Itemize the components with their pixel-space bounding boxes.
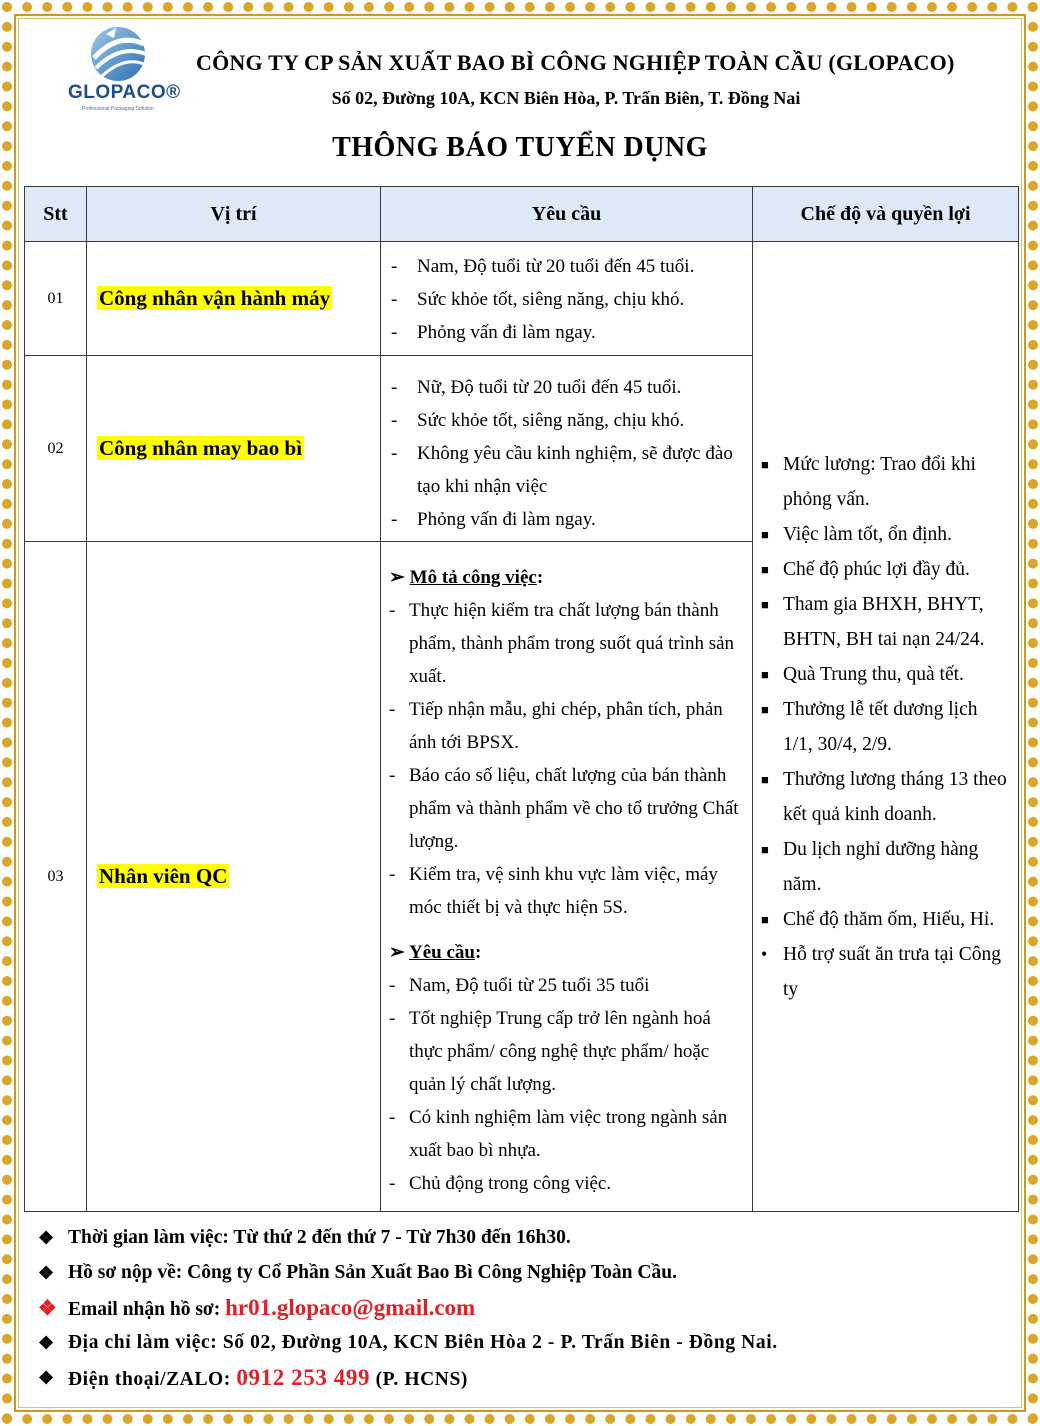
row-position (87, 356, 381, 542)
globe-logo-icon (58, 24, 188, 84)
row-position (87, 542, 381, 1212)
header-position: Vị trí (87, 187, 381, 242)
list-item: - Nữ, Độ tuổi từ 20 tuổi đến 45 tuổi. (391, 377, 682, 398)
benefit-item: ■ Thưởng lễ tết dương lịch 1/1, 30/4, 2/9. (761, 698, 978, 755)
row-description-and-requirements (381, 542, 753, 1212)
table-header-row (25, 187, 1019, 242)
company-logo (58, 24, 188, 120)
diamond-star-icon: ❖ (38, 1333, 55, 1353)
list-item: - Có kinh nghiệm làm việc trong ngành sản xuất bao bì nhựa. (389, 1107, 728, 1161)
list-item: - Phỏng vấn đi làm ngay. (391, 322, 596, 343)
row-requirements (381, 242, 753, 356)
logo-wordmark: GLOPACO® (68, 82, 181, 103)
header-stt: Stt (25, 187, 87, 242)
row-stt: 03 (25, 542, 87, 1212)
company-name: CÔNG TY CP SẢN XUẤT BAO BÌ CÔNG NGHIỆP TOÀN CẦU (GLOPACO) (196, 50, 955, 75)
work-time: ❖ Thời gian làm việc: Từ thứ 2 đến thứ 7 - Từ 7h30 đến 16h30. (38, 1222, 1008, 1257)
logo-tagline: Professional Packaging Solution (82, 106, 154, 112)
list-item: - Phỏng vấn đi làm ngay. (391, 509, 596, 530)
requirements-heading: ➢ Yêu cầu: (389, 942, 482, 963)
benefit-item: ■ Việc làm tốt, ổn định. (761, 523, 952, 545)
row-stt: 02 (25, 356, 87, 542)
diamond-star-icon: ❖ (38, 1228, 55, 1248)
row-requirements (381, 356, 753, 542)
benefits-cell (753, 242, 1019, 1212)
benefit-item: ■ Thưởng lương tháng 13 theo kết quả kinh doanh. (761, 768, 1007, 825)
contact-footer (38, 1222, 1008, 1397)
benefit-item: ■ Mức lương: Trao đổi khi phỏng vấn. (761, 453, 976, 510)
header-benefits: Chế độ và quyền lợi (753, 187, 1019, 242)
company-address: Số 02, Đường 10A, KCN Biên Hòa, P. Trấn Biên, T. Đồng Nai (331, 88, 801, 108)
phone-number[interactable]: 0912 253 499 (236, 1365, 371, 1390)
email-line: ❖ Email nhận hồ sơ: hr01.glopaco@gmail.com (38, 1292, 1008, 1327)
list-item: - Sức khỏe tốt, siêng năng, chịu khó. (391, 410, 685, 431)
list-item: - Không yêu cầu kinh nghiệm, sẽ được đào tạo khi nhận việc (391, 443, 733, 497)
list-item: - Sức khỏe tốt, siêng năng, chịu khó. (391, 289, 685, 310)
diamond-star-icon: ❖ (38, 1368, 55, 1388)
list-item: - Chủ động trong công việc. (389, 1173, 612, 1194)
list-item: - Thực hiện kiểm tra chất lượng bán thành phẩm, thành phẩm trong suốt quá trình sản xuất. (389, 600, 735, 687)
list-item: - Nam, Độ tuổi từ 20 tuổi đến 45 tuổi. (391, 256, 695, 277)
list-item: - Tốt nghiệp Trung cấp trở lên ngành hoá thực phẩm/ công nghệ thực phẩm/ hoặc quản lý chất lượng. (389, 1008, 711, 1095)
diamond-star-icon: ❖ (38, 1296, 57, 1320)
header-requirements: Yêu cầu (381, 187, 753, 242)
position-title: Nhân viên QC (99, 864, 228, 888)
list-item: - Báo cáo số liệu, chất lượng của bán thành phẩm và thành phẩm về cho tổ trưởng Chất lượng. (389, 765, 739, 852)
diamond-star-icon: ❖ (38, 1263, 55, 1283)
list-item: - Kiểm tra, vệ sinh khu vực làm việc, máy móc thiết bị và thực hiện 5S. (389, 864, 718, 918)
work-address: ❖ Địa chỉ làm việc: Số 02, Đường 10A, KCN Biên Hòa 2 - P. Trấn Biên - Đồng Nai. (38, 1327, 1008, 1362)
position-title: Công nhân may bao bì (99, 436, 303, 460)
benefit-item: ■ Quà Trung thu, quà tết. (761, 663, 964, 685)
description-heading: ➢ Mô tả công việc: (389, 567, 544, 588)
page-title: THÔNG BÁO TUYỂN DỤNG (332, 132, 708, 163)
table-row (25, 242, 1019, 356)
list-item: - Tiếp nhận mẫu, ghi chép, phân tích, phản ánh tới BPSX. (389, 699, 723, 753)
submit-to: ❖ Hồ sơ nộp về: Công ty Cổ Phần Sản Xuất Bao Bì Công Nghiệp Toàn Cầu. (38, 1257, 1008, 1292)
row-stt: 01 (25, 242, 87, 356)
benefit-item: ■ Chế độ thăm ốm, Hiếu, Hỉ. (761, 908, 995, 930)
benefit-item: ■ Du lịch nghỉ dưỡng hàng năm. (761, 838, 979, 895)
position-title: Công nhân vận hành máy (99, 286, 331, 310)
list-item: - Nam, Độ tuổi từ 25 tuổi 35 tuổi (389, 975, 650, 996)
benefit-item: ■ Chế độ phúc lợi đầy đủ. (761, 558, 970, 580)
benefit-item: ■ Tham gia BHXH, BHYT, BHTN, BH tai nạn 24/24. (761, 593, 985, 650)
row-position (87, 242, 381, 356)
phone-line: ❖ Điện thoại/ZALO: 0912 253 499 (P. HCNS) (38, 1362, 1008, 1397)
email-link[interactable]: hr01.glopaco@gmail.com (225, 1295, 476, 1320)
benefit-item: • Hỗ trợ suất ăn trưa tại Công ty (761, 943, 1002, 1000)
jobs-table (24, 186, 1019, 1212)
